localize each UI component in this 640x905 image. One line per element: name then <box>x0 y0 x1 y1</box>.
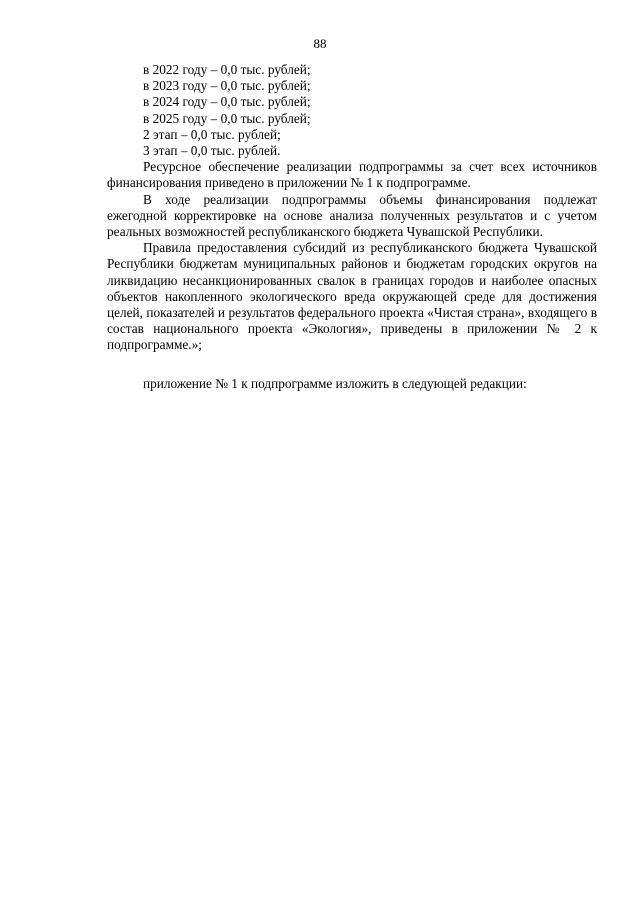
paragraph-resource-provision: Ресурсное обеспечение реализации подпрограммы за счет всех источников финансирования приведено в приложении № 1 к подпрограмме. <box>107 159 597 191</box>
funding-line-2023: в 2023 году – 0,0 тыс. рублей; <box>143 78 311 94</box>
paragraph-appendix-instruction: приложение № 1 к подпрограмме изложить в следующей редакции: <box>143 375 527 391</box>
funding-line-2025: в 2025 году – 0,0 тыс. рублей; <box>143 110 311 126</box>
funding-line-2024: в 2024 году – 0,0 тыс. рублей; <box>143 94 311 110</box>
paragraph-spacer <box>107 354 597 376</box>
funding-line-2022: в 2022 году – 0,0 тыс. рублей; <box>143 62 311 77</box>
funding-line-stage-3: 3 этап – 0,0 тыс. рублей. <box>143 143 281 159</box>
paragraph-annual-adjustment: В ходе реализации подпрограммы объемы финансирования подлежат ежегодной корректировке на основе анализа полученных результатов и с учетом реальных возможностей республиканского бюджета Чувашской Республики. <box>107 191 597 240</box>
paragraph-subsidy-rules: Правила предоставления субсидий из республиканского бюджета Чувашской Республики бюджетам муниципальных районов и бюджетам городских округов на ликвидацию несанкционированных свалок в границах городов и наиболее опасных объектов накопленного экологического вреда окружающей среде для достижения целей, показателей и результатов федерального проекта «Чистая страна», входящего в состав национального проекта «Экология», приведены в приложении № 2 к подпрограмме.»; <box>107 240 597 353</box>
funding-line-stage-2: 2 этап – 0,0 тыс. рублей; <box>143 126 281 142</box>
page-number: 88 <box>313 36 327 51</box>
document-body <box>107 62 597 392</box>
